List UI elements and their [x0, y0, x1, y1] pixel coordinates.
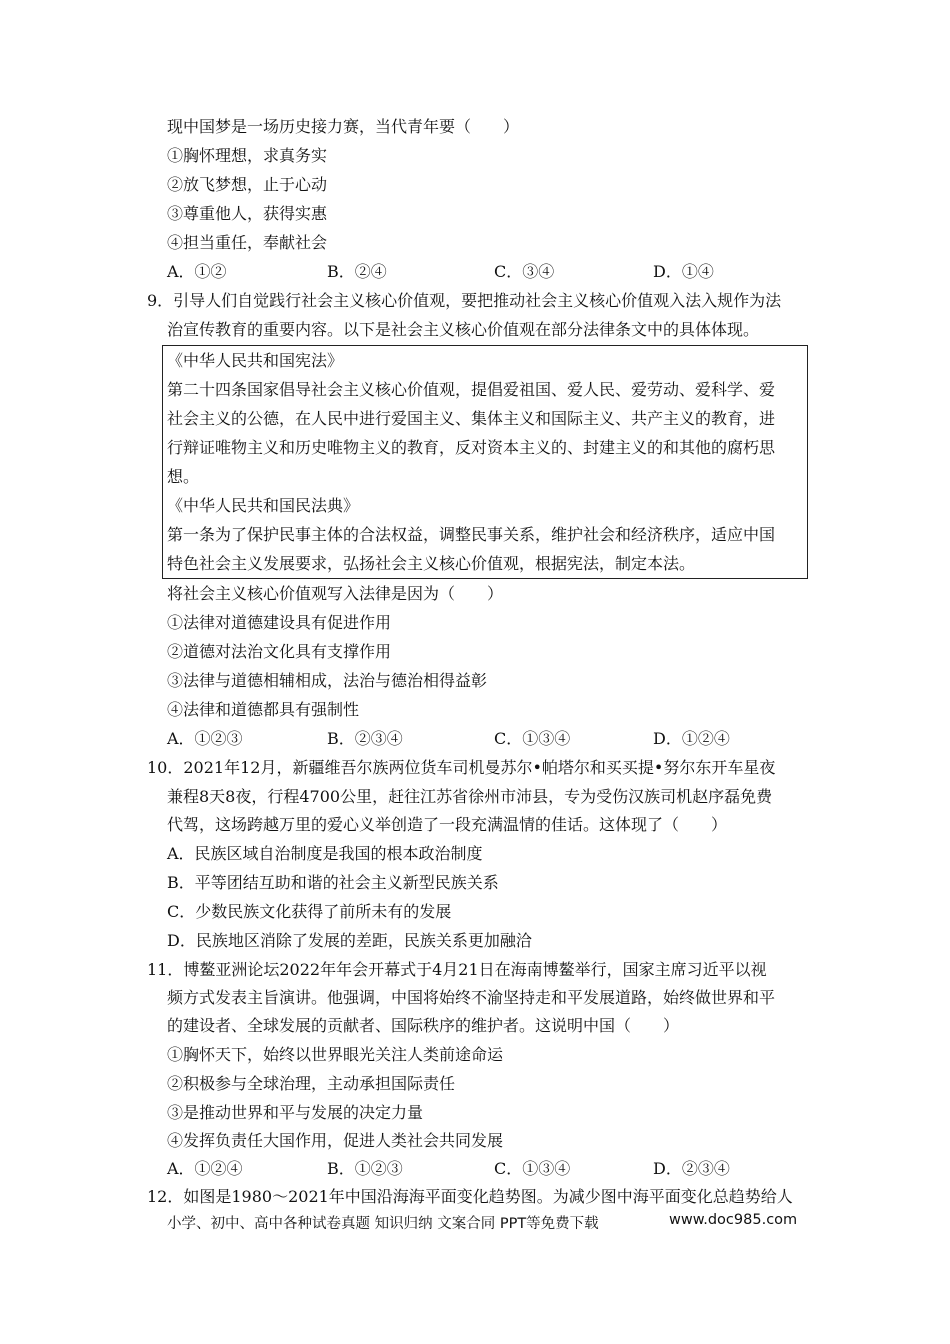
- q9-option-b: B．②③④: [327, 729, 403, 748]
- q9-item-4: ④法律和道德都具有强制性: [167, 700, 360, 719]
- q9-option-c: C．①③④: [494, 729, 571, 748]
- q9-box-line-7: 第一条为了保护民事主体的合法权益，调整民事关系，维护社会和经济秩序，适应中国: [167, 525, 776, 544]
- q9-box-line-2: 第二十四条国家倡导社会主义核心价值观，提倡爱祖国、爱人民、爱劳动、爱科学、爱: [167, 380, 776, 399]
- q8-option-b: B．②④: [327, 262, 387, 281]
- q8-item-2: ②放飞梦想，止于心动: [167, 175, 328, 194]
- q8-option-a: A．①②: [167, 262, 227, 281]
- q11-options: [167, 1159, 767, 1179]
- q11-option-b: B．①②③: [327, 1159, 403, 1178]
- q10-option-d: D．民族地区消除了发展的差距，民族关系更加融洽: [167, 931, 532, 950]
- q8-item-4: ④担当重任，奉献社会: [167, 233, 328, 252]
- q11-option-d: D．②③④: [653, 1159, 730, 1178]
- q8-option-c: C．③④: [494, 262, 555, 281]
- q8-stem: 现中国梦是一场历史接力赛，当代青年要（ ）: [167, 117, 520, 136]
- q9-box-line-5: 想。: [167, 467, 200, 486]
- q10-option-c: C．少数民族文化获得了前所未有的发展: [167, 902, 452, 921]
- q10-stem-line-3: 代驾，这场跨越万里的爱心义举创造了一段充满温情的佳话。这体现了（ ）: [167, 815, 728, 834]
- q11-item-2: ②积极参与全球治理，主动承担国际责任: [167, 1074, 456, 1093]
- q9-item-3: ③法律与道德相辅相成，法治与德治相得益彰: [167, 671, 488, 690]
- q8-option-d: D．①④: [653, 262, 714, 281]
- q8-item-1: ①胸怀理想，求真务实: [167, 146, 328, 165]
- q10-stem-line-1: 10．2021年12月，新疆维吾尔族两位货车司机曼苏尔•帕塔尔和买买提•努尔东开车星夜: [147, 758, 776, 777]
- q9-stem-line-1: 9．引导人们自觉践行社会主义核心价值观，要把推动社会主义核心价值观入法入规作为法: [147, 291, 782, 310]
- footer-site-link[interactable]: www.doc985.com: [669, 1212, 798, 1228]
- q11-option-c: C．①③④: [494, 1159, 571, 1178]
- q10-stem-line-2: 兼程8天8夜，行程4700公里，赶往江苏省徐州市沛县，专为受伤汉族司机赵序磊免费: [167, 787, 773, 806]
- q10-option-b: B．平等团结互助和谐的社会主义新型民族关系: [167, 873, 499, 892]
- q11-item-3: ③是推动世界和平与发展的决定力量: [167, 1103, 424, 1122]
- q9-options: [167, 729, 767, 749]
- q9-option-a: A．①②③: [167, 729, 243, 748]
- q10-option-a: A．民族区域自治制度是我国的根本政治制度: [167, 844, 483, 863]
- q11-stem-line-3: 的建设者、全球发展的贡献者、国际秩序的维护者。这说明中国（ ）: [167, 1016, 680, 1035]
- q9-option-d: D．①②④: [653, 729, 730, 748]
- q11-stem-line-2: 频方式发表主旨演讲。他强调，中国将始终不渝坚持走和平发展道路，始终做世界和平: [167, 988, 776, 1007]
- q9-box-line-1: 《中华人民共和国宪法》: [167, 351, 344, 370]
- footer: [167, 1212, 807, 1234]
- q11-option-a: A．①②④: [167, 1159, 243, 1178]
- q12-stem: 12．如图是1980～2021年中国沿海海平面变化趋势图。为减少图中海平面变化总趋势给人: [147, 1187, 793, 1206]
- q9-stem-line-2: 治宣传教育的重要内容。以下是社会主义核心价值观在部分法律条文中的具体体现。: [167, 320, 760, 339]
- q9-item-2: ②道德对法治文化具有支撑作用: [167, 642, 392, 661]
- q8-item-3: ③尊重他人，获得实惠: [167, 204, 328, 223]
- q9-box-line-3: 社会主义的公德，在人民中进行爱国主义、集体主义和国际主义、共产主义的教育，进: [167, 409, 776, 428]
- q11-item-1: ①胸怀天下，始终以世界眼光关注人类前途命运: [167, 1045, 504, 1064]
- q9-item-1: ①法律对道德建设具有促进作用: [167, 613, 392, 632]
- q8-options: [167, 262, 767, 282]
- q11-item-4: ④发挥负责任大国作用，促进人类社会共同发展: [167, 1131, 504, 1150]
- q9-box-line-6: 《中华人民共和国民法典》: [167, 496, 360, 515]
- q9-box-line-4: 行辩证唯物主义和历史唯物主义的教育，反对资本主义的、封建主义的和其他的腐朽思: [167, 438, 776, 457]
- footer-promo-text: 小学、初中、高中各种试卷真题 知识归纳 文案合同 PPT等免费下载: [167, 1216, 599, 1232]
- q9-box-line-8: 特色社会主义发展要求，弘扬社会主义核心价值观，根据宪法，制定本法。: [167, 554, 696, 573]
- q9-question: 将社会主义核心价值观写入法律是因为（ ）: [167, 584, 504, 603]
- q11-stem-line-1: 11．博鳌亚洲论坛2022年年会开幕式于4月21日在海南博鳌举行，国家主席习近平以视: [147, 960, 767, 979]
